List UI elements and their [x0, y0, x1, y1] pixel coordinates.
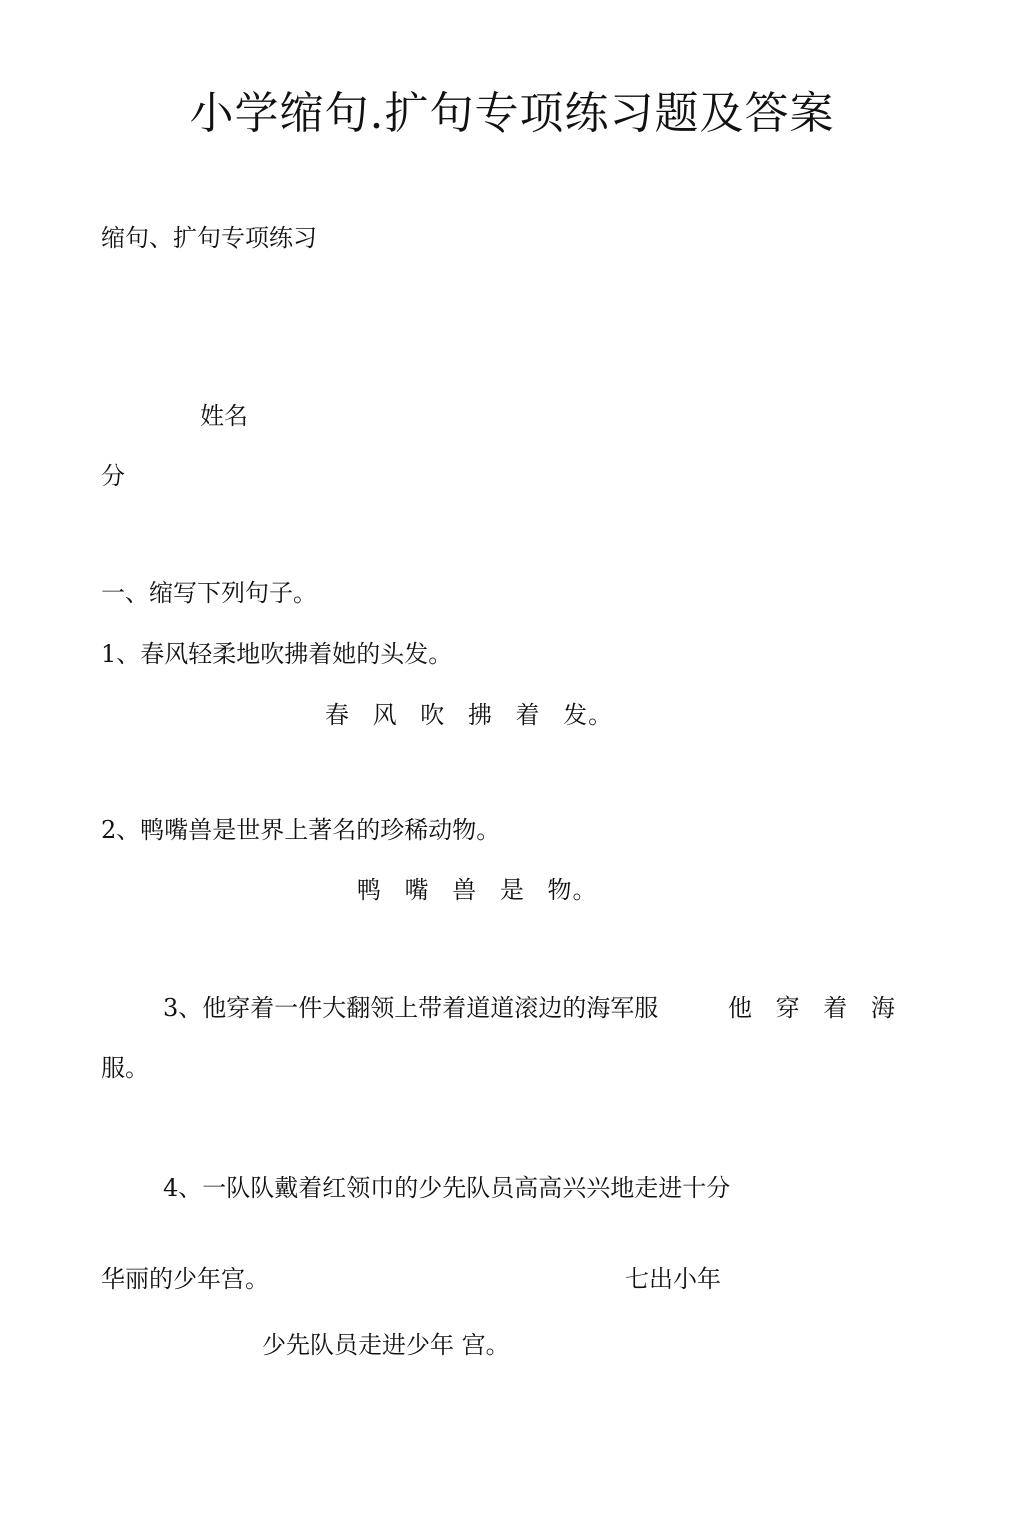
stray-text: 七出小年: [625, 1265, 721, 1293]
answer-3-inline: 他 穿 着 海: [728, 994, 896, 1022]
section-heading: 一、缩写下列句子。: [101, 579, 317, 607]
page-title: 小学缩句.扩句专项练习题及答案: [189, 88, 835, 139]
score-label: 分: [101, 462, 125, 490]
question-3: 3、他穿着一件大翻领上带着道道滚边的海军服: [163, 994, 659, 1022]
question-4: 4、一队队戴着红领巾的少先队员高高兴兴地走进十分: [163, 1174, 731, 1202]
answer-2: 鸭 嘴 兽 是 物。: [357, 876, 598, 904]
subtitle: 缩句、扩句专项练习: [101, 224, 317, 252]
question-2: 2、鸭嘴兽是世界上著名的珍稀动物。: [101, 816, 501, 844]
answer-3-wrap: 服。: [101, 1054, 149, 1082]
answer-4: 少先队员走进少年 宫。: [262, 1331, 510, 1359]
question-1: 1、春风轻柔地吹拂着她的头发。: [101, 640, 453, 668]
answer-1: 春 风 吹 拂 着 发。: [325, 701, 614, 729]
name-label: 姓名: [200, 402, 248, 430]
question-4-wrap: 华丽的少年宫。: [101, 1265, 269, 1293]
